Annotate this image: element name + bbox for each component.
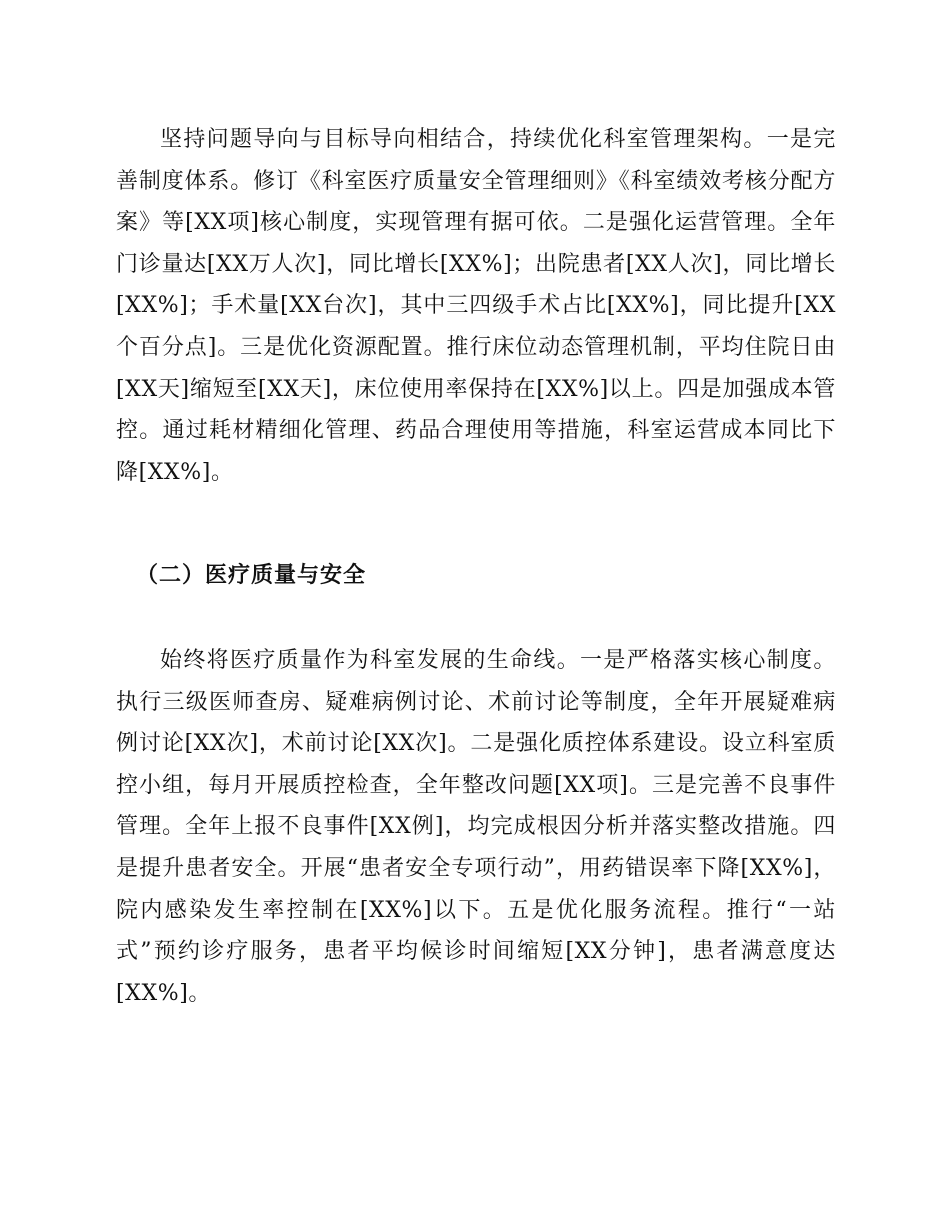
paragraph-medical-quality: 始终将医疗质量作为科室发展的生命线。一是严格落实核心制度。执行三级医师查房、疑难病例讨论、术前讨论等制度，全年开展疑难病例讨论[XX次]，术前讨论[XX次]。二是强化质控体系建设。设立科室质控小组，每月开展质控检查，全年整改问题[XX项]。三是完善不良事件管理。全年上报不良事件[XX例]，均完成根因分析并落实整改措施。四是提升患者安全。开展“患者安全专项行动”，用药错误率下降[XX%]，院内感染发生率控制在[XX%]以下。五是优化服务流程。推行“一站式”预约诊疗服务，患者平均候诊时间缩短[XX分钟]，患者满意度达[XX%]。 bbox=[116, 648, 836, 1006]
section-heading-medical-quality: （二）医疗质量与安全 bbox=[136, 563, 367, 588]
paragraph-management-structure: 坚持问题导向与目标导向相结合，持续优化科室管理架构。一是完善制度体系。修订《科室医疗质量安全管理细则》《科室绩效考核分配方案》等[XX项]核心制度，实现管理有据可依。二是强化运营管理。全年门诊量达[XX万人次]，同比增长[XX%]；出院患者[XX人次]，同比增长[XX%]；手术量[XX台次]，其中三四级手术占比[XX%]，同比提升[XX个百分点]。三是优化资源配置。推行床位动态管理机制，平均住院日由[XX天]缩短至[XX天]，床位使用率保持在[XX%]以上。四是加强成本管控。通过耗材精细化管理、药品合理使用等措施，科室运营成本同比下降[XX%]。 bbox=[116, 127, 836, 485]
